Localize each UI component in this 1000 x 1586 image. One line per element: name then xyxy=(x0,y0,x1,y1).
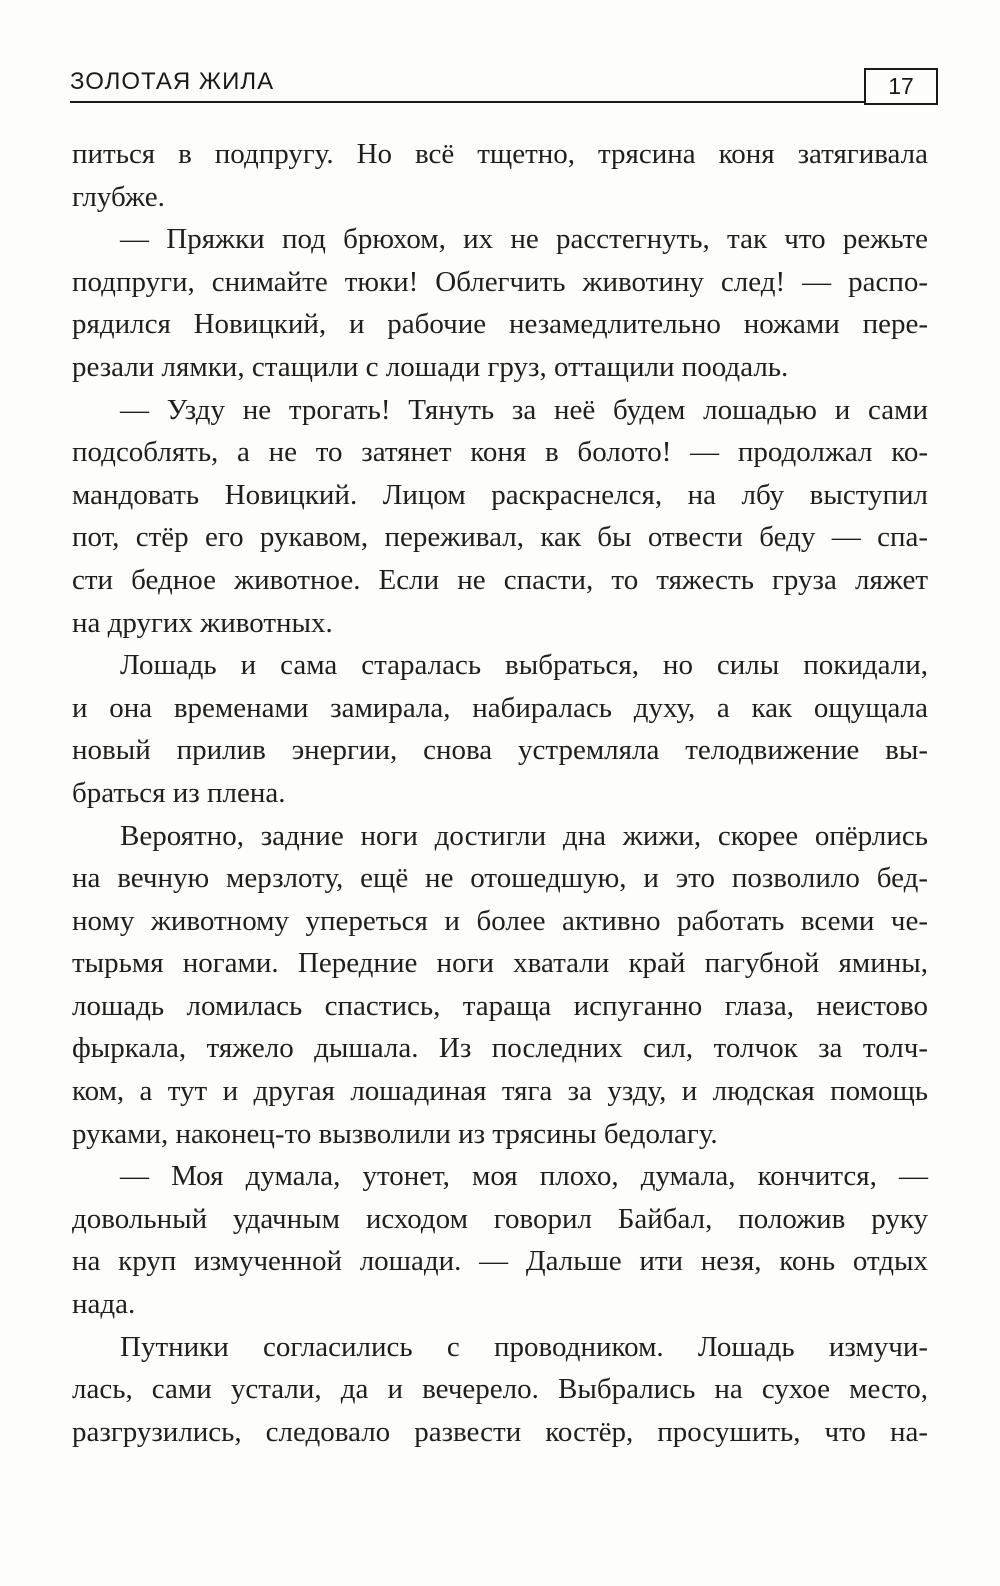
text-line: ному животному упереться и более активно работать всеми че- xyxy=(72,904,928,937)
text-line: браться из плена. xyxy=(72,776,286,809)
text-line: — Моя думала, утонет, моя плохо, думала, кончится, — xyxy=(120,1160,928,1193)
text-line: мандовать Новицкий. Лицом раскраснелся, на лбу выступил xyxy=(72,478,928,511)
text-line: — Пряжки под брюхом, их не расстегнуть, так что режьте xyxy=(120,223,928,256)
page-header xyxy=(70,62,938,104)
text-line: пот, стёр его рукавом, переживал, как бы отвести беду — спа- xyxy=(72,521,928,554)
body-text xyxy=(72,133,928,1453)
text-line: руками, наконец-то вызволили из трясины бедолагу. xyxy=(72,1117,718,1150)
header-rule xyxy=(70,101,864,103)
text-line: ком, а тут и другая лошадиная тяга за узду, и людская помощь xyxy=(72,1075,928,1108)
text-line: разгрузились, следовало развести костёр, просушить, что на- xyxy=(72,1415,928,1448)
text-line: и она временами замирала, набиралась духу, а как ощущала xyxy=(72,691,928,724)
text-line: питься в подпругу. Но всё тщетно, трясина коня затягивала xyxy=(72,138,928,170)
text-line: сти бедное животное. Если не спасти, то тяжесть груза ляжет xyxy=(72,563,928,596)
text-line: довольный удачным исходом говорил Байбал, положив руку xyxy=(72,1202,928,1235)
text-line: на вечную мерзлоту, ещё не отошедшую, и это позволило бед- xyxy=(72,862,928,895)
text-line: Вероятно, задние ноги достигли дна жижи, скорее опёрлись xyxy=(120,819,928,852)
text-line: рядился Новицкий, и рабочие незамедлительно ножами пере- xyxy=(72,308,928,341)
text-line: нада. xyxy=(72,1288,136,1321)
running-title: ЗОЛОТАЯ ЖИЛА xyxy=(70,68,275,95)
text-line: фыркала, тяжело дышала. Из последних сил, толчок за толч- xyxy=(72,1032,928,1065)
text-line: новый прилив энергии, снова устремляла телодвижение вы- xyxy=(72,734,928,767)
text-line: глубже. xyxy=(72,180,165,213)
text-line: — Узду не трогать! Тянуть за неё будем лошадью и сами xyxy=(120,393,928,426)
text-line: подсоблять, а не то затянет коня в болото! — продолжал ко- xyxy=(72,436,928,469)
text-line: резали лямки, стащили с лошади груз, оттащили поодаль. xyxy=(72,350,789,383)
text-line: Лошадь и сама старалась выбраться, но силы покидали, xyxy=(120,649,928,682)
text-line: Путники согласились с проводником. Лошадь измучи- xyxy=(120,1330,928,1363)
text-line: лась, сами устали, да и вечерело. Выбрались на сухое место, xyxy=(72,1373,928,1406)
text-line: на других животных. xyxy=(72,606,333,639)
text-line: лошадь ломилась спастись, тараща испуганно глаза, неистово xyxy=(72,989,928,1022)
text-line: на круп измученной лошади. — Дальше ити незя, конь отдых xyxy=(72,1245,928,1278)
text-line: тырьмя ногами. Передние ноги хватали край пагубной ямины, xyxy=(72,947,928,980)
text-line: подпруги, снимайте тюки! Облегчить животину след! — распо- xyxy=(72,265,928,298)
page-number: 17 xyxy=(864,68,938,105)
